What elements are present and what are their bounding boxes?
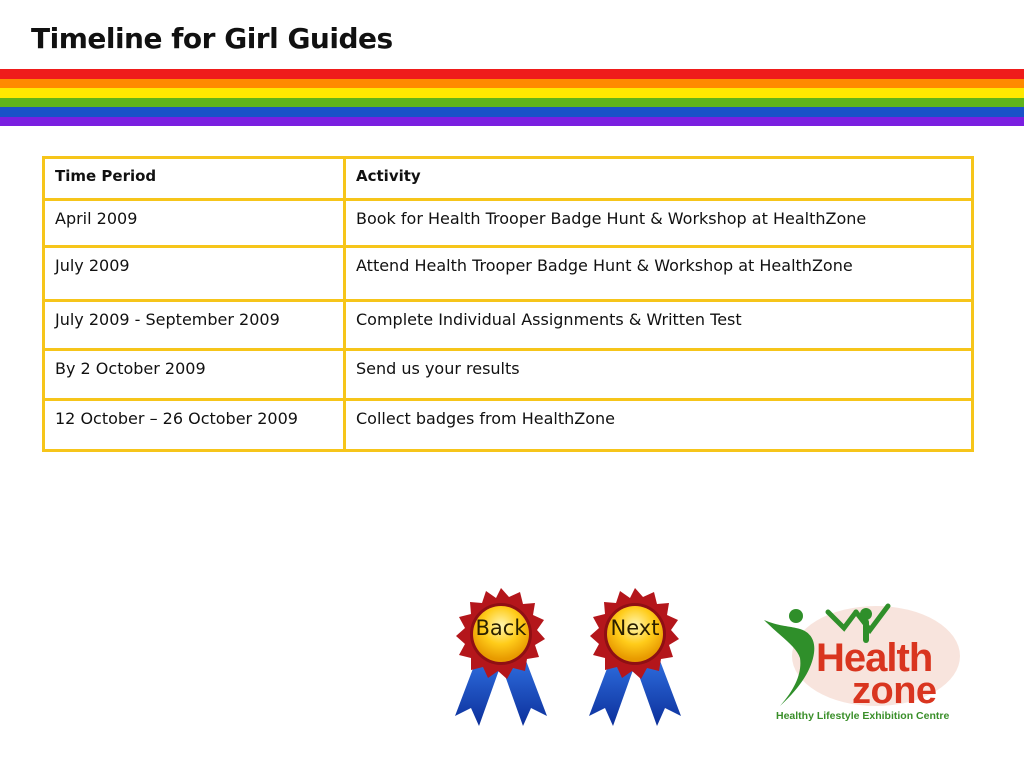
timeline-table bbox=[42, 156, 974, 452]
cell-activity: Complete Individual Assignments & Written Test bbox=[345, 301, 973, 350]
cell-period: By 2 October 2009 bbox=[44, 350, 345, 400]
rainbow-stripe-yellow bbox=[0, 88, 1024, 98]
rainbow-stripe-orange bbox=[0, 79, 1024, 89]
page-title: Timeline for Girl Guides bbox=[31, 22, 393, 55]
table-row bbox=[44, 301, 973, 350]
cell-activity: Send us your results bbox=[345, 350, 973, 400]
cell-period: July 2009 bbox=[44, 247, 345, 301]
back-label: Back bbox=[475, 616, 527, 640]
rainbow-banner bbox=[0, 69, 1024, 126]
header-time-period: Time Period bbox=[44, 158, 345, 200]
table-row bbox=[44, 247, 973, 301]
table-row bbox=[44, 200, 973, 247]
rainbow-stripe-purple bbox=[0, 117, 1024, 127]
cell-period: April 2009 bbox=[44, 200, 345, 247]
logo-tagline: Healthy Lifestyle Exhibition Centre bbox=[776, 710, 950, 722]
next-label: Next bbox=[610, 616, 660, 640]
cell-activity: Collect badges from HealthZone bbox=[345, 400, 973, 451]
back-button[interactable] bbox=[447, 588, 555, 730]
cell-activity: Book for Health Trooper Badge Hunt & Workshop at HealthZone bbox=[345, 200, 973, 247]
table-header-row bbox=[44, 158, 973, 200]
healthzone-logo bbox=[758, 598, 968, 728]
ribbon-badge-icon bbox=[447, 588, 555, 730]
rainbow-stripe-blue bbox=[0, 107, 1024, 117]
rainbow-stripe-green bbox=[0, 98, 1024, 108]
ribbon-badge-icon bbox=[581, 588, 689, 730]
cell-activity: Attend Health Trooper Badge Hunt & Workshop at HealthZone bbox=[345, 247, 973, 301]
cell-period: 12 October – 26 October 2009 bbox=[44, 400, 345, 451]
logo-word-health: Health bbox=[816, 636, 933, 680]
cell-period: July 2009 - September 2009 bbox=[44, 301, 345, 350]
table-row bbox=[44, 400, 973, 451]
next-button[interactable] bbox=[581, 588, 689, 730]
logo-word-zone: zone bbox=[852, 670, 937, 712]
table-row bbox=[44, 350, 973, 400]
rainbow-stripe-red bbox=[0, 69, 1024, 79]
header-activity: Activity bbox=[345, 158, 973, 200]
